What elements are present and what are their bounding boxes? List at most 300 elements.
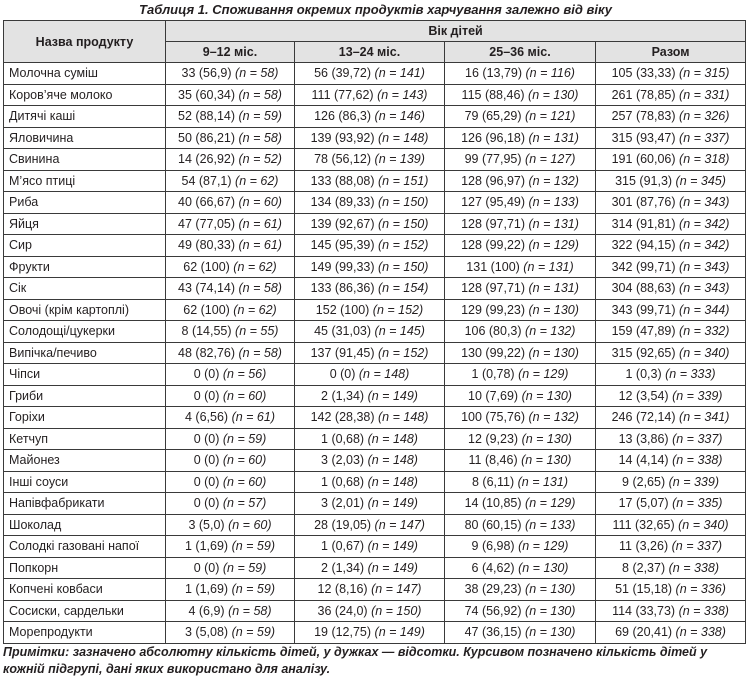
value-cell xyxy=(596,192,746,214)
subgroup-size: (n = 150) xyxy=(378,216,429,231)
value-cell xyxy=(295,192,445,214)
count-percent: 111 (32,65) xyxy=(612,517,675,532)
subgroup-size: (n = 343) xyxy=(679,195,730,210)
count-percent: 134 (89,33) xyxy=(310,195,375,210)
count-percent: 133 (88,08) xyxy=(310,173,375,188)
subgroup-size: (n = 127) xyxy=(525,152,576,167)
subgroup-size: (n = 129) xyxy=(518,367,569,382)
subgroup-size: (n = 341) xyxy=(679,410,730,425)
subgroup-size: (n = 59) xyxy=(231,582,275,597)
value-cell xyxy=(445,84,596,106)
subgroup-size: (n = 130) xyxy=(525,603,576,618)
value-cell xyxy=(445,342,596,364)
product-name: Шоколад xyxy=(4,514,166,536)
subgroup-size: (n = 58) xyxy=(228,603,272,618)
subgroup-size: (n = 149) xyxy=(374,625,425,640)
count-percent: 62 (100) xyxy=(183,259,230,274)
count-percent: 38 (29,23) xyxy=(464,582,522,597)
value-cell xyxy=(445,450,596,472)
subgroup-size: (n = 151) xyxy=(378,173,429,188)
subgroup-size: (n = 335) xyxy=(672,496,723,511)
count-percent: 11 (3,26) xyxy=(619,539,669,554)
table-body xyxy=(4,63,746,644)
table-row xyxy=(4,84,746,106)
count-percent: 0 (0) xyxy=(193,474,220,489)
product-name: Солодощі/цукерки xyxy=(4,321,166,343)
value-cell xyxy=(166,536,295,558)
value-cell xyxy=(295,149,445,171)
value-cell xyxy=(295,63,445,85)
count-percent: 105 (33,33) xyxy=(611,66,676,81)
subgroup-size: (n = 59) xyxy=(238,109,282,124)
count-percent: 6 (4,62) xyxy=(471,560,515,575)
subgroup-size: (n = 148) xyxy=(367,474,418,489)
product-name: Попкорн xyxy=(4,557,166,579)
count-percent: 9 (2,65) xyxy=(622,474,666,489)
value-cell xyxy=(445,622,596,644)
count-percent: 246 (72,14) xyxy=(611,410,676,425)
value-cell xyxy=(295,536,445,558)
count-percent: 56 (39,72) xyxy=(314,66,372,81)
subgroup-size: (n = 58) xyxy=(235,66,279,81)
count-percent: 126 (86,3) xyxy=(314,109,372,124)
count-percent: 3 (2,01) xyxy=(321,496,365,511)
count-percent: 80 (60,15) xyxy=(464,517,522,532)
subgroup-size: (n = 58) xyxy=(238,345,282,360)
value-cell xyxy=(295,557,445,579)
value-cell xyxy=(295,256,445,278)
subgroup-size: (n = 59) xyxy=(222,560,267,575)
count-percent: 12 (8,16) xyxy=(317,582,368,597)
value-cell xyxy=(295,106,445,128)
subgroup-size: (n = 339) xyxy=(668,474,719,489)
count-percent: 130 (99,22) xyxy=(461,345,526,360)
subgroup-size: (n = 147) xyxy=(371,582,422,597)
count-percent: 139 (93,92) xyxy=(310,130,375,145)
product-name: Чіпси xyxy=(4,364,166,386)
value-cell xyxy=(295,579,445,601)
value-cell xyxy=(596,170,746,192)
table-row xyxy=(4,622,746,644)
value-cell xyxy=(596,106,746,128)
value-cell xyxy=(445,385,596,407)
count-percent: 127 (95,49) xyxy=(461,195,526,210)
count-percent: 52 (88,14) xyxy=(178,109,236,124)
subgroup-size: (n = 141) xyxy=(374,66,425,81)
value-cell xyxy=(445,106,596,128)
table-row xyxy=(4,600,746,622)
count-percent: 47 (77,05) xyxy=(178,216,236,231)
count-percent: 343 (99,71) xyxy=(611,302,676,317)
count-percent: 51 (15,18) xyxy=(615,582,673,597)
value-cell xyxy=(445,213,596,235)
value-cell xyxy=(166,407,295,429)
product-name: Сік xyxy=(4,278,166,300)
count-percent: 0 (0) xyxy=(193,453,220,468)
value-cell xyxy=(166,127,295,149)
value-cell xyxy=(445,192,596,214)
value-cell xyxy=(596,63,746,85)
header-col-9-12: 9–12 міс. xyxy=(166,42,295,63)
subgroup-size: (n = 130) xyxy=(518,560,569,575)
value-cell xyxy=(445,493,596,515)
value-cell xyxy=(166,622,295,644)
table-row xyxy=(4,278,746,300)
subgroup-size: (n = 336) xyxy=(675,582,726,597)
value-cell xyxy=(166,385,295,407)
count-percent: 2 (1,34) xyxy=(321,388,365,403)
product-name: Гриби xyxy=(4,385,166,407)
value-cell xyxy=(295,471,445,493)
subgroup-size: (n = 148) xyxy=(358,367,410,382)
value-cell xyxy=(596,600,746,622)
table-row xyxy=(4,557,746,579)
subgroup-size: (n = 131) xyxy=(528,281,579,296)
subgroup-size: (n = 337) xyxy=(672,431,723,446)
value-cell xyxy=(295,407,445,429)
product-name: Солодкі газовані напої xyxy=(4,536,166,558)
value-cell xyxy=(166,256,295,278)
count-percent: 8 (14,55) xyxy=(181,324,232,339)
count-percent: 14 (4,14) xyxy=(618,453,669,468)
table-row xyxy=(4,256,746,278)
value-cell xyxy=(445,407,596,429)
table-row xyxy=(4,342,746,364)
subgroup-size: (n = 130) xyxy=(528,302,579,317)
count-percent: 8 (6,11) xyxy=(471,474,515,489)
count-percent: 12 (3,54) xyxy=(618,388,669,403)
count-percent: 74 (56,92) xyxy=(464,603,522,618)
value-cell xyxy=(596,428,746,450)
subgroup-size: (n = 116) xyxy=(525,66,575,81)
header-age-group: Вік дітей xyxy=(166,21,746,42)
product-name: Інші соуси xyxy=(4,471,166,493)
subgroup-size: (n = 131) xyxy=(517,474,569,489)
count-percent: 322 (94,15) xyxy=(611,238,676,253)
subgroup-size: (n = 139) xyxy=(374,152,425,167)
value-cell xyxy=(295,493,445,515)
value-cell xyxy=(166,600,295,622)
product-name: Дитячі каші xyxy=(4,106,166,128)
value-cell xyxy=(445,471,596,493)
value-cell xyxy=(596,364,746,386)
subgroup-size: (n = 52) xyxy=(238,152,282,167)
subgroup-size: (n = 55) xyxy=(235,324,279,339)
subgroup-size: (n = 129) xyxy=(525,496,576,511)
count-percent: 139 (92,67) xyxy=(310,216,375,231)
value-cell xyxy=(166,364,295,386)
value-cell xyxy=(166,235,295,257)
count-percent: 1 (0,67) xyxy=(321,539,365,554)
count-percent: 128 (96,97) xyxy=(461,173,526,188)
count-percent: 315 (91,3) xyxy=(615,173,673,188)
count-percent: 10 (7,69) xyxy=(468,388,519,403)
subgroup-size: (n = 58) xyxy=(238,130,282,145)
value-cell xyxy=(445,127,596,149)
subgroup-size: (n = 143) xyxy=(377,87,428,102)
subgroup-size: (n = 121) xyxy=(525,109,576,124)
count-percent: 315 (93,47) xyxy=(611,130,676,145)
subgroup-size: (n = 60) xyxy=(228,517,272,532)
table-row xyxy=(4,364,746,386)
value-cell xyxy=(295,600,445,622)
count-percent: 152 (100) xyxy=(315,302,370,317)
count-percent: 47 (36,15) xyxy=(464,625,522,640)
value-cell xyxy=(596,407,746,429)
product-name: Майонез xyxy=(4,450,166,472)
count-percent: 9 (6,98) xyxy=(471,539,515,554)
subgroup-size: (n = 132) xyxy=(525,324,576,339)
subgroup-size: (n = 342) xyxy=(679,238,730,253)
table-row xyxy=(4,170,746,192)
subgroup-size: (n = 149) xyxy=(367,539,418,554)
subgroup-size: (n = 338) xyxy=(675,625,726,640)
value-cell xyxy=(166,450,295,472)
subgroup-size: (n = 130) xyxy=(521,388,572,403)
count-percent: 19 (12,75) xyxy=(314,625,372,640)
subgroup-size: (n = 148) xyxy=(367,453,418,468)
value-cell xyxy=(596,514,746,536)
value-cell xyxy=(445,299,596,321)
value-cell xyxy=(445,235,596,257)
count-percent: 149 (99,33) xyxy=(310,259,375,274)
value-cell xyxy=(596,557,746,579)
table-row xyxy=(4,385,746,407)
subgroup-size: (n = 152) xyxy=(378,345,429,360)
table-row xyxy=(4,493,746,515)
value-cell xyxy=(445,63,596,85)
count-percent: 4 (6,56) xyxy=(184,410,229,425)
count-percent: 1 (1,69) xyxy=(184,539,229,554)
subgroup-size: (n = 133) xyxy=(528,195,579,210)
header-col-13-24: 13–24 міс. xyxy=(295,42,445,63)
product-name: Випічка/печиво xyxy=(4,342,166,364)
subgroup-size: (n = 129) xyxy=(528,238,579,253)
value-cell xyxy=(166,428,295,450)
header-col-25-36: 25–36 міс. xyxy=(445,42,596,63)
count-percent: 33 (56,9) xyxy=(181,66,232,81)
subgroup-size: (n = 131) xyxy=(523,259,574,274)
count-percent: 79 (65,29) xyxy=(464,109,522,124)
subgroup-size: (n = 62) xyxy=(233,302,277,317)
value-cell xyxy=(596,299,746,321)
subgroup-size: (n = 342) xyxy=(679,216,730,231)
value-cell xyxy=(596,213,746,235)
header-col-total: Разом xyxy=(596,42,746,63)
subgroup-size: (n = 148) xyxy=(378,410,429,425)
subgroup-size: (n = 131) xyxy=(528,216,579,231)
count-percent: 40 (66,67) xyxy=(178,195,236,210)
count-percent: 4 (6,9) xyxy=(188,603,225,618)
product-name: Копчені ковбаси xyxy=(4,579,166,601)
product-name: Яловичина xyxy=(4,127,166,149)
value-cell xyxy=(295,364,445,386)
value-cell xyxy=(445,170,596,192)
count-percent: 1 (0,3) xyxy=(625,367,662,382)
count-percent: 62 (100) xyxy=(183,302,230,317)
count-percent: 36 (24,0) xyxy=(317,603,368,618)
count-percent: 100 (75,76) xyxy=(461,410,526,425)
subgroup-size: (n = 338) xyxy=(678,603,729,618)
subgroup-size: (n = 150) xyxy=(378,259,429,274)
subgroup-size: (n = 345) xyxy=(675,173,726,188)
value-cell xyxy=(166,170,295,192)
product-name: Риба xyxy=(4,192,166,214)
count-percent: 11 (8,46) xyxy=(468,453,518,468)
value-cell xyxy=(166,63,295,85)
count-percent: 3 (5,08) xyxy=(184,625,229,640)
count-percent: 54 (87,1) xyxy=(181,173,232,188)
count-percent: 301 (87,76) xyxy=(611,195,676,210)
subgroup-size: (n = 331) xyxy=(679,87,730,102)
value-cell xyxy=(445,600,596,622)
subgroup-size: (n = 344) xyxy=(679,302,730,317)
value-cell xyxy=(295,450,445,472)
count-percent: 137 (91,45) xyxy=(310,345,375,360)
count-percent: 111 (77,62) xyxy=(311,87,374,102)
value-cell xyxy=(596,84,746,106)
value-cell xyxy=(445,579,596,601)
subgroup-size: (n = 146) xyxy=(374,109,425,124)
product-name: Морепродукти xyxy=(4,622,166,644)
count-percent: 49 (80,33) xyxy=(178,238,236,253)
count-percent: 133 (86,36) xyxy=(310,281,375,296)
count-percent: 69 (20,41) xyxy=(615,625,673,640)
count-percent: 0 (0) xyxy=(193,560,220,575)
subgroup-size: (n = 332) xyxy=(679,324,730,339)
value-cell xyxy=(166,493,295,515)
subgroup-size: (n = 333) xyxy=(665,367,716,382)
subgroup-size: (n = 61) xyxy=(238,216,282,231)
count-percent: 43 (74,14) xyxy=(178,281,236,296)
count-percent: 261 (78,85) xyxy=(611,87,676,102)
count-percent: 191 (60,06) xyxy=(611,152,676,167)
value-cell xyxy=(445,321,596,343)
value-cell xyxy=(166,299,295,321)
value-cell xyxy=(596,493,746,515)
subgroup-size: (n = 62) xyxy=(233,259,277,274)
value-cell xyxy=(295,127,445,149)
value-cell xyxy=(166,342,295,364)
subgroup-size: (n = 59) xyxy=(231,625,275,640)
value-cell xyxy=(166,557,295,579)
value-cell xyxy=(596,235,746,257)
value-cell xyxy=(295,170,445,192)
count-percent: 0 (0) xyxy=(193,496,220,511)
value-cell xyxy=(166,278,295,300)
table-row xyxy=(4,471,746,493)
product-name: Молочна суміш xyxy=(4,63,166,85)
subgroup-size: (n = 130) xyxy=(521,431,572,446)
subgroup-size: (n = 326) xyxy=(679,109,730,124)
count-percent: 35 (60,34) xyxy=(178,87,236,102)
value-cell xyxy=(596,536,746,558)
value-cell xyxy=(166,149,295,171)
subgroup-size: (n = 150) xyxy=(378,195,429,210)
subgroup-size: (n = 60) xyxy=(238,195,282,210)
subgroup-size: (n = 337) xyxy=(679,130,730,145)
subgroup-size: (n = 343) xyxy=(679,281,730,296)
count-percent: 17 (5,07) xyxy=(618,496,669,511)
value-cell xyxy=(295,235,445,257)
subgroup-size: (n = 60) xyxy=(222,453,267,468)
subgroup-size: (n = 62) xyxy=(235,173,279,188)
count-percent: 1 (0,78) xyxy=(471,367,515,382)
value-cell xyxy=(445,428,596,450)
count-percent: 12 (9,23) xyxy=(468,431,519,446)
product-name: Коров’яче молоко xyxy=(4,84,166,106)
value-cell xyxy=(596,127,746,149)
subgroup-size: (n = 152) xyxy=(372,302,424,317)
value-cell xyxy=(295,622,445,644)
count-percent: 128 (97,71) xyxy=(461,281,526,296)
count-percent: 14 (10,85) xyxy=(464,496,522,511)
count-percent: 115 (88,46) xyxy=(461,87,525,102)
value-cell xyxy=(596,278,746,300)
count-percent: 78 (56,12) xyxy=(314,152,372,167)
table-row xyxy=(4,127,746,149)
subgroup-size: (n = 132) xyxy=(528,173,579,188)
subgroup-size: (n = 58) xyxy=(238,87,282,102)
table-row xyxy=(4,579,746,601)
subgroup-size: (n = 130) xyxy=(525,625,576,640)
subgroup-size: (n = 130) xyxy=(528,87,579,102)
value-cell xyxy=(166,514,295,536)
subgroup-size: (n = 338) xyxy=(668,560,719,575)
subgroup-size: (n = 148) xyxy=(378,130,429,145)
value-cell xyxy=(445,364,596,386)
table-row xyxy=(4,450,746,472)
count-percent: 0 (0) xyxy=(193,388,220,403)
subgroup-size: (n = 149) xyxy=(367,388,418,403)
table-row xyxy=(4,63,746,85)
subgroup-size: (n = 129) xyxy=(518,539,569,554)
subgroup-size: (n = 132) xyxy=(528,410,579,425)
subgroup-size: (n = 318) xyxy=(679,152,730,167)
count-percent: 129 (99,23) xyxy=(461,302,526,317)
subgroup-size: (n = 337) xyxy=(671,539,722,554)
value-cell xyxy=(295,428,445,450)
product-name: Кетчуп xyxy=(4,428,166,450)
subgroup-size: (n = 57) xyxy=(222,496,267,511)
product-name: Овочі (крім картоплі) xyxy=(4,299,166,321)
value-cell xyxy=(295,342,445,364)
subgroup-size: (n = 61) xyxy=(231,410,275,425)
count-percent: 48 (82,76) xyxy=(178,345,236,360)
value-cell xyxy=(596,149,746,171)
value-cell xyxy=(445,149,596,171)
value-cell xyxy=(596,450,746,472)
value-cell xyxy=(295,84,445,106)
count-percent: 145 (95,39) xyxy=(310,238,375,253)
count-percent: 99 (77,95) xyxy=(464,152,522,167)
value-cell xyxy=(166,321,295,343)
value-cell xyxy=(295,213,445,235)
subgroup-size: (n = 315) xyxy=(679,66,730,81)
table-row xyxy=(4,428,746,450)
count-percent: 315 (92,65) xyxy=(611,345,676,360)
subgroup-size: (n = 145) xyxy=(374,324,425,339)
count-percent: 0 (0) xyxy=(329,367,356,382)
table-row xyxy=(4,514,746,536)
value-cell xyxy=(445,256,596,278)
product-name: Сир xyxy=(4,235,166,257)
count-percent: 8 (2,37) xyxy=(622,560,666,575)
count-percent: 50 (86,21) xyxy=(178,130,236,145)
count-percent: 1 (0,68) xyxy=(321,474,365,489)
product-name: Напівфабрикати xyxy=(4,493,166,515)
value-cell xyxy=(596,321,746,343)
